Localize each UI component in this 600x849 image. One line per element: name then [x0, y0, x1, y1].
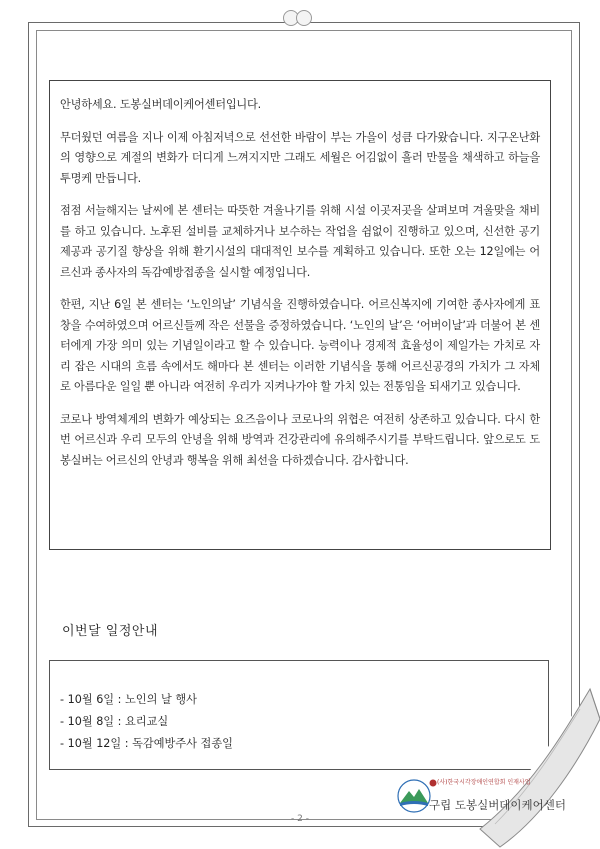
- letter-paragraph: 코로나 방역체계의 변화가 예상되는 요즈음이나 코로나의 위협은 여전히 상존하고 있습니다. 다시 한번 어르신과 우리 모두의 안녕을 위해 방역과 건강관리에 유의해주시기를 부탁드립니다. 앞으로도 도봉실버는 어르신의 안녕과 행복을 위해 최선을 다하겠습니다. 감사합니다.: [60, 412, 540, 467]
- schedule-item: - 10월 6일 : 노인의 날 행사: [60, 693, 197, 706]
- letter-paragraph: 무더웠던 여름을 지나 이제 아침저녁으로 선선한 바람이 부는 가을이 성큼 다가왔습니다. 지구온난화의 영향으로 계절의 변화가 더디게 느껴지지만 그래도 세월은 어김없이 흘러 만물을 채색하고 하늘을 투명케 만듭니다.: [60, 130, 540, 185]
- page-number: - 2 -: [291, 814, 309, 824]
- binder-ring-icon: [296, 10, 312, 26]
- letter-paragraph: 한편, 지난 6일 본 센터는 ‘노인의날’ 기념식을 진행하였습니다. 어르신복지에 기여한 종사자에게 표창을 수여하였으며 어르신들께 작은 선물을 증정하였습니다. ‘노인의 날’은 ‘어버이날’과 더불어 본 센터에게 가장 의미 있는 기념일이라고 할 수 있습니다. 능력이나 경제적 효율성이 제일가는 가치로 자리 잡은 시대의 흐름 속에서도 해마다 본 센터는 이러한 기념식을 통해 어르신공경의 가치가 그 자체로 아름다운 일일 뿐 아니라 여전히 우리가 지켜나가야 할 가치 있는 전통임을 되새기고 있습니다.: [60, 298, 540, 393]
- logo-center-name: 구립 도봉실버데이케어센터: [429, 798, 566, 812]
- schedule-item: - 10월 8일 : 요리교실: [60, 715, 169, 728]
- badge-dot-icon: [429, 779, 437, 787]
- letter-box: [49, 80, 551, 550]
- letter-paragraph: 점점 서늘해지는 날씨에 본 센터는 따뜻한 겨울나기를 위해 시설 이곳저곳을 살펴보며 겨울맞을 채비를 하고 있습니다. 노후된 설비를 교체하거나 보수하는 작업을 쉼없이 진행하고 있으며, 신선한 공기 제공과 공기질 향상을 위해 환기시설의 대대적인 보수를 계획하고 있습니다. 또한 오는 12일에는 어르신과 종사자의 독감예방접종을 실시할 예정입니다.: [60, 204, 540, 279]
- mountain-logo-icon: [397, 779, 431, 813]
- letter-greeting: 안녕하세요. 도봉실버데이케어센터입니다.: [60, 98, 261, 111]
- schedule-title: 이번달 일정안내: [62, 624, 159, 639]
- schedule-item: - 10월 12일 : 독감예방주사 접종일: [60, 737, 233, 750]
- center-logo: [397, 775, 577, 815]
- logo-org-label: (사)한국시각장애인연합회 인재사업: [437, 779, 531, 786]
